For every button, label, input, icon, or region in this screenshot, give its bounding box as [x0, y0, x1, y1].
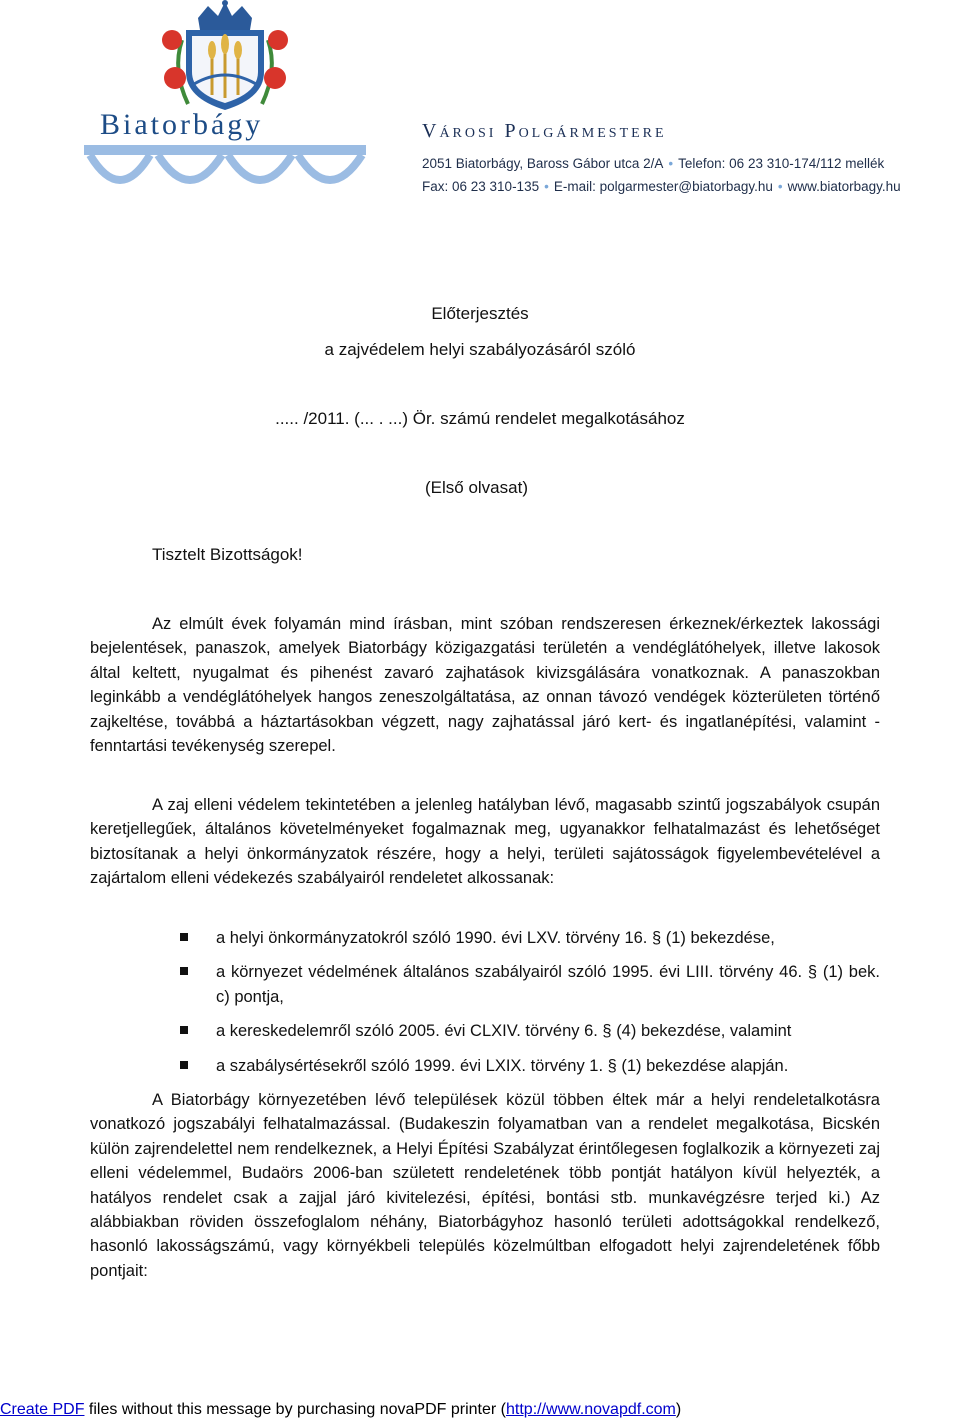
- brand-name: Biatorbágy: [100, 108, 264, 141]
- office-title: Városi Polgármestere: [422, 120, 667, 142]
- salutation: Tisztelt Bizottságok!: [152, 545, 303, 564]
- footer-paren: ): [675, 1401, 682, 1418]
- bullet-square-icon: [180, 1026, 188, 1034]
- separator-dot-icon: •: [668, 156, 674, 171]
- contact-line-1: [422, 156, 884, 171]
- pdf-footer: [0, 1401, 960, 1419]
- website-text: www.biatorbagy.hu: [787, 179, 901, 194]
- footer-text: files without this message by purchasing novaPDF printer (: [84, 1401, 506, 1418]
- email-text: E-mail: polgarmester@biatorbagy.hu: [553, 179, 773, 194]
- create-pdf-link[interactable]: Create PDF: [0, 1401, 85, 1418]
- fax-text: Fax: 06 23 310-135: [422, 179, 540, 194]
- contact-line-2: [422, 179, 901, 194]
- document-title: Előterjesztés: [431, 304, 529, 323]
- separator-dot-icon: •: [544, 179, 549, 194]
- paragraph-3: A Biatorbágy környezetében lévő települések közül többen éltek már a helyi rendeletalkotásra vonatkozó jogszabályi felhatalmazással. (Budakeszin folyamatban van a rendelet megalkotása, Bicskén külön zajrendelettel nem rendelkeznek, a Helyi Építési Szabályzat érintőlegesen foglalkozik a környezeti zaj elleni védelemmel, Budaörs 2006-ban született rendeletének több pontját hatályon kívül helyezték, a hatályos rendelet csak a zajjal járó kivitelezési, építési, bontási stb. munkavégzésre terjed ki.) Az alábbiakban röviden összefoglalom néhány, Biatorbágyhoz hasonló területi adottságokkal rendelkező, hasonló lakosságszámú, vagy környékbeli település közelmúltban elfogadott helyi zajrendeletének főbb pontjait:: [90, 1091, 880, 1280]
- separator-dot-icon: •: [777, 179, 783, 194]
- legal-basis-list: [180, 926, 880, 1078]
- phone-text: Telefon: 06 23 310-174/112 mellék: [678, 156, 885, 171]
- document-subtitle: a zajvédelem helyi szabályozásáról szóló: [324, 340, 636, 359]
- address-text: 2051 Biatorbágy, Baross Gábor utca 2/A: [422, 156, 664, 171]
- list-item: a környezet védelmének általános szabályairól szóló 1995. évi LIII. törvény 46. § (1) bek. c) pontja,: [180, 960, 880, 1009]
- decree-line: ..... /2011. (... . ...) Ör. számú rendelet megalkotásához: [275, 409, 685, 428]
- bullet-square-icon: [180, 933, 188, 941]
- list-item: a kereskedelemről szóló 2005. évi CLXIV. törvény 6. § (4) bekezdése, valamint: [180, 1019, 880, 1043]
- reading-label: (Első olvasat): [425, 478, 528, 497]
- bullet-square-icon: [180, 967, 188, 975]
- bullet-square-icon: [180, 1061, 188, 1069]
- list-item: a helyi önkormányzatokról szóló 1990. évi LXV. törvény 16. § (1) bekezdése,: [180, 926, 880, 950]
- novapdf-link[interactable]: http://www.novapdf.com: [506, 1401, 676, 1418]
- paragraph-2: A zaj elleni védelem tekintetében a jelenleg hatályban lévő, magasabb szintű jogszabályok csupán keretjellegűek, általános követelményeket fogalmaznak meg, ugyanakkor felhatalmazást és lehetőséget biztosítanak a helyi önkormányzatok részére, hogy a helyi, területi sajátosságok figyelembevételével a zajártalom elleni védekezés szabályairól rendeletet alkossanak:: [90, 796, 880, 888]
- list-item: a szabálysértésekről szóló 1999. évi LXIX. törvény 1. § (1) bekezdése alapján.: [180, 1054, 880, 1078]
- paragraph-1: Az elmúlt évek folyamán mind írásban, mint szóban rendszeresen érkeznek/érkeztek lakossági bejelentések, panaszok, amelyek Biatorbágy közigazgatási területén a vendéglátóhelyek, illetve lakosok által keltett, nyugalmat és pihenést zavaró zajhatások kivizsgálására vonatkoznak. A panaszokban leginkább a vendéglátóhelyek hangos zeneszolgáltatása, az onnan távozó vendégek közterületen történő zajkeltése, továbbá a háztartásokban végzett, nagy zajhatással járó kert- és ingatlanépítési, valamint -fenntartási tevékenység szerepel.: [90, 615, 880, 756]
